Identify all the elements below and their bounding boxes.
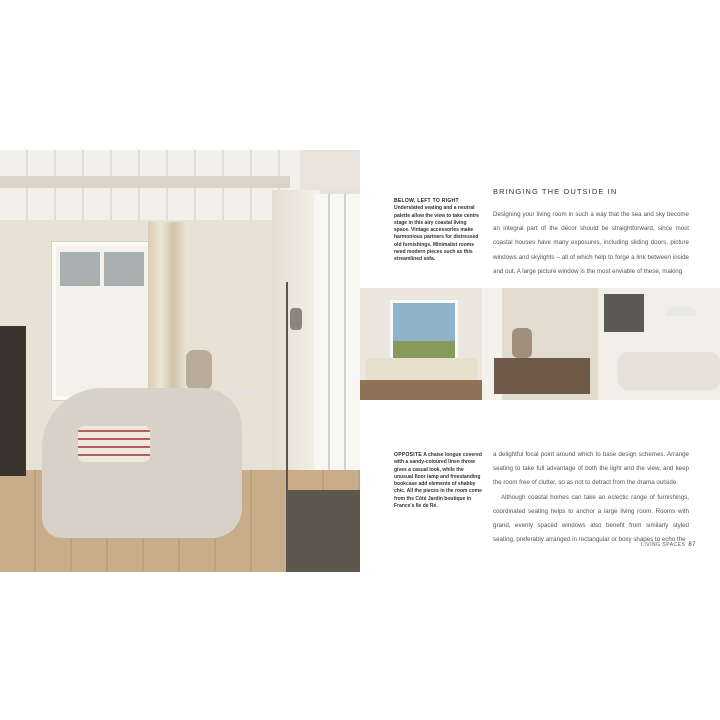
wooden-trunk xyxy=(494,358,590,394)
bookcase xyxy=(0,326,26,476)
page-number: 87 xyxy=(688,542,696,548)
ceiling-beam xyxy=(0,176,290,188)
caption-top xyxy=(394,198,480,264)
wall-art xyxy=(604,294,644,332)
lamp-shade xyxy=(290,308,302,330)
arc-lamp xyxy=(666,306,696,316)
section-heading: BRINGING THE OUTSIDE IN xyxy=(493,187,618,196)
photo-strip xyxy=(360,288,720,400)
folio-label: LIVING SPACES xyxy=(641,542,686,548)
photo-vintage-trunk xyxy=(482,288,598,400)
caption-top-lead: BELOW, LEFT TO RIGHT xyxy=(394,198,459,204)
body-paragraph: Although coastal homes can take an eclectic range of furnishings, coordinated seating helps to anchor a large living room. Rooms with grand, evenly spaced windows also benefit from similarly styled seating, preferably arranged in rectangular or boxy shapes to echo the xyxy=(493,493,689,544)
chaise-longue xyxy=(42,388,242,538)
body-paragraph: a delightful focal point around which to base design schemes. Arrange seating to take full advantage of both the light and the view, and keep the room free of clutter, so as not to detract from the drama outside. xyxy=(493,451,689,487)
right-page xyxy=(360,150,720,572)
book-spread xyxy=(0,150,720,572)
wall-pillar xyxy=(272,190,320,490)
floor xyxy=(360,380,482,400)
caption-bottom xyxy=(394,452,482,510)
sofa xyxy=(366,358,478,380)
living-room-photo xyxy=(0,150,360,572)
window-pane xyxy=(60,252,100,286)
glass-jar xyxy=(186,350,212,390)
glass-jar xyxy=(512,328,532,358)
window-pane xyxy=(104,252,144,286)
photo-sea-view-sofa xyxy=(360,288,482,400)
french-window xyxy=(52,242,152,400)
sofa xyxy=(618,352,720,390)
picture-window xyxy=(390,300,458,366)
folio xyxy=(641,542,696,548)
floor-lamp xyxy=(286,282,288,492)
striped-cushion xyxy=(78,426,150,462)
body-text-bottom xyxy=(493,448,689,547)
caption-bottom-lead: OPPOSITE xyxy=(394,452,422,458)
wooden-trunk xyxy=(286,490,360,572)
glass-doors xyxy=(314,194,360,494)
caption-bottom-text: A chaise longue covered with a sandy-coloured linen throw gives a casual look, while the unusual floor lamp and freestanding bookcase add elements of shabby chic. All the pieces in the room come from the Côté Jardin boutique in France's Ile de Ré. xyxy=(394,452,482,510)
caption-top-text: Understated seating and a neutral palette allow the view to take centre stage in this airy coastal living space. Vintage accessories make harmonious partners for distressed old furnishings. Minimalist rooms need modern pieces such as this streamlined sofa. xyxy=(394,205,480,263)
body-text-top: Designing your living room in such a way that the sea and sky become an integral part of the décor should be straightforward, since most coastal houses have many exposures, including sliding doors, picture windows and skylights – all of which help to forge a link between inside and out. A large picture window is the most enviable of these, making xyxy=(493,211,689,275)
photo-streamlined-sofa xyxy=(598,288,720,400)
